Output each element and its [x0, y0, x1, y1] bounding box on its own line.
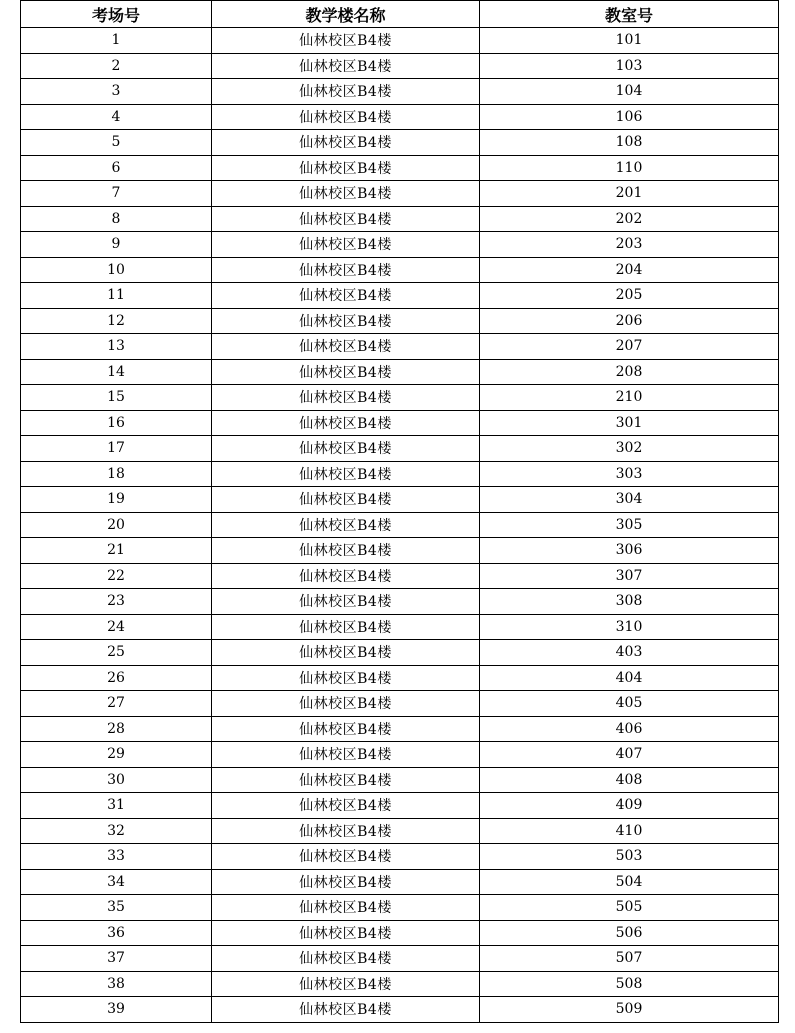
classroom-number-cell: 101 [480, 28, 779, 54]
table-row [21, 130, 779, 156]
table-row [21, 53, 779, 79]
table-row [21, 487, 779, 513]
exam-room-number-cell: 38 [21, 971, 212, 997]
exam-room-number-cell: 11 [21, 283, 212, 309]
classroom-number-cell: 506 [480, 920, 779, 946]
table-row [21, 818, 779, 844]
exam-room-number-cell: 6 [21, 155, 212, 181]
building-name-cell: 仙林校区B4楼 [212, 844, 480, 870]
table-row [21, 742, 779, 768]
table-row [21, 844, 779, 870]
exam-room-number-cell: 29 [21, 742, 212, 768]
classroom-number-cell: 505 [480, 895, 779, 921]
classroom-number-cell: 303 [480, 461, 779, 487]
building-name-cell: 仙林校区B4楼 [212, 232, 480, 258]
table-row [21, 946, 779, 972]
classroom-number-cell: 301 [480, 410, 779, 436]
exam-room-number-cell: 13 [21, 334, 212, 360]
table-row [21, 436, 779, 462]
table-row [21, 155, 779, 181]
exam-room-number-cell: 21 [21, 538, 212, 564]
classroom-number-cell: 205 [480, 283, 779, 309]
classroom-number-cell: 410 [480, 818, 779, 844]
exam-room-number-cell: 1 [21, 28, 212, 54]
building-name-cell: 仙林校区B4楼 [212, 308, 480, 334]
table-row [21, 359, 779, 385]
table-row [21, 308, 779, 334]
building-name-cell: 仙林校区B4楼 [212, 79, 480, 105]
classroom-number-cell: 308 [480, 589, 779, 615]
classroom-number-cell: 104 [480, 79, 779, 105]
building-name-cell: 仙林校区B4楼 [212, 793, 480, 819]
exam-room-table [20, 0, 779, 1023]
table-row [21, 895, 779, 921]
exam-room-number-cell: 36 [21, 920, 212, 946]
building-name-cell: 仙林校区B4楼 [212, 538, 480, 564]
table-row [21, 461, 779, 487]
header-exam-room-number: 考场号 [21, 1, 212, 28]
table-header [21, 1, 779, 28]
building-name-cell: 仙林校区B4楼 [212, 181, 480, 207]
building-name-cell: 仙林校区B4楼 [212, 461, 480, 487]
building-name-cell: 仙林校区B4楼 [212, 869, 480, 895]
exam-room-number-cell: 15 [21, 385, 212, 411]
exam-room-number-cell: 33 [21, 844, 212, 870]
exam-room-number-cell: 24 [21, 614, 212, 640]
building-name-cell: 仙林校区B4楼 [212, 104, 480, 130]
table-row [21, 716, 779, 742]
exam-room-number-cell: 5 [21, 130, 212, 156]
building-name-cell: 仙林校区B4楼 [212, 487, 480, 513]
building-name-cell: 仙林校区B4楼 [212, 410, 480, 436]
header-row [21, 1, 779, 28]
classroom-number-cell: 202 [480, 206, 779, 232]
classroom-number-cell: 307 [480, 563, 779, 589]
table-row [21, 334, 779, 360]
classroom-number-cell: 106 [480, 104, 779, 130]
building-name-cell: 仙林校区B4楼 [212, 767, 480, 793]
exam-room-number-cell: 34 [21, 869, 212, 895]
building-name-cell: 仙林校区B4楼 [212, 283, 480, 309]
building-name-cell: 仙林校区B4楼 [212, 818, 480, 844]
exam-room-number-cell: 2 [21, 53, 212, 79]
table-row [21, 79, 779, 105]
building-name-cell: 仙林校区B4楼 [212, 640, 480, 666]
building-name-cell: 仙林校区B4楼 [212, 946, 480, 972]
exam-room-number-cell: 9 [21, 232, 212, 258]
table-row [21, 971, 779, 997]
classroom-number-cell: 304 [480, 487, 779, 513]
table-row [21, 257, 779, 283]
classroom-number-cell: 503 [480, 844, 779, 870]
building-name-cell: 仙林校区B4楼 [212, 589, 480, 615]
table-row [21, 920, 779, 946]
classroom-number-cell: 110 [480, 155, 779, 181]
exam-room-number-cell: 20 [21, 512, 212, 538]
building-name-cell: 仙林校区B4楼 [212, 385, 480, 411]
building-name-cell: 仙林校区B4楼 [212, 691, 480, 717]
exam-room-number-cell: 17 [21, 436, 212, 462]
building-name-cell: 仙林校区B4楼 [212, 742, 480, 768]
exam-room-number-cell: 30 [21, 767, 212, 793]
classroom-number-cell: 404 [480, 665, 779, 691]
classroom-number-cell: 403 [480, 640, 779, 666]
building-name-cell: 仙林校区B4楼 [212, 920, 480, 946]
table-row [21, 104, 779, 130]
building-name-cell: 仙林校区B4楼 [212, 334, 480, 360]
classroom-number-cell: 108 [480, 130, 779, 156]
classroom-number-cell: 206 [480, 308, 779, 334]
building-name-cell: 仙林校区B4楼 [212, 155, 480, 181]
table-row [21, 181, 779, 207]
exam-room-number-cell: 14 [21, 359, 212, 385]
table-row [21, 410, 779, 436]
exam-room-number-cell: 12 [21, 308, 212, 334]
building-name-cell: 仙林校区B4楼 [212, 971, 480, 997]
building-name-cell: 仙林校区B4楼 [212, 257, 480, 283]
table-row [21, 589, 779, 615]
classroom-number-cell: 208 [480, 359, 779, 385]
building-name-cell: 仙林校区B4楼 [212, 130, 480, 156]
exam-room-number-cell: 31 [21, 793, 212, 819]
classroom-number-cell: 504 [480, 869, 779, 895]
building-name-cell: 仙林校区B4楼 [212, 53, 480, 79]
table-row [21, 28, 779, 54]
exam-room-number-cell: 19 [21, 487, 212, 513]
building-name-cell: 仙林校区B4楼 [212, 895, 480, 921]
classroom-number-cell: 204 [480, 257, 779, 283]
classroom-number-cell: 207 [480, 334, 779, 360]
table-row [21, 767, 779, 793]
building-name-cell: 仙林校区B4楼 [212, 512, 480, 538]
exam-room-number-cell: 10 [21, 257, 212, 283]
table-row [21, 793, 779, 819]
building-name-cell: 仙林校区B4楼 [212, 359, 480, 385]
table-row [21, 997, 779, 1023]
classroom-number-cell: 203 [480, 232, 779, 258]
building-name-cell: 仙林校区B4楼 [212, 28, 480, 54]
table-row [21, 512, 779, 538]
table-row [21, 614, 779, 640]
document-page [20, 0, 778, 1023]
building-name-cell: 仙林校区B4楼 [212, 206, 480, 232]
table-row [21, 869, 779, 895]
classroom-number-cell: 408 [480, 767, 779, 793]
exam-room-number-cell: 27 [21, 691, 212, 717]
table-row [21, 385, 779, 411]
classroom-number-cell: 507 [480, 946, 779, 972]
exam-room-number-cell: 3 [21, 79, 212, 105]
classroom-number-cell: 302 [480, 436, 779, 462]
classroom-number-cell: 405 [480, 691, 779, 717]
classroom-number-cell: 407 [480, 742, 779, 768]
exam-room-number-cell: 8 [21, 206, 212, 232]
table-row [21, 283, 779, 309]
classroom-number-cell: 310 [480, 614, 779, 640]
table-row [21, 563, 779, 589]
building-name-cell: 仙林校区B4楼 [212, 436, 480, 462]
exam-room-number-cell: 16 [21, 410, 212, 436]
building-name-cell: 仙林校区B4楼 [212, 716, 480, 742]
header-building-name: 教学楼名称 [212, 1, 480, 28]
building-name-cell: 仙林校区B4楼 [212, 614, 480, 640]
exam-room-number-cell: 4 [21, 104, 212, 130]
classroom-number-cell: 406 [480, 716, 779, 742]
table-row [21, 665, 779, 691]
building-name-cell: 仙林校区B4楼 [212, 563, 480, 589]
exam-room-number-cell: 28 [21, 716, 212, 742]
exam-room-number-cell: 25 [21, 640, 212, 666]
table-row [21, 232, 779, 258]
classroom-number-cell: 509 [480, 997, 779, 1023]
exam-room-number-cell: 39 [21, 997, 212, 1023]
classroom-number-cell: 306 [480, 538, 779, 564]
classroom-number-cell: 508 [480, 971, 779, 997]
exam-room-number-cell: 23 [21, 589, 212, 615]
exam-room-number-cell: 22 [21, 563, 212, 589]
exam-room-number-cell: 37 [21, 946, 212, 972]
table-row [21, 691, 779, 717]
building-name-cell: 仙林校区B4楼 [212, 665, 480, 691]
header-classroom-number: 教室号 [480, 1, 779, 28]
table-row [21, 640, 779, 666]
classroom-number-cell: 103 [480, 53, 779, 79]
exam-room-number-cell: 35 [21, 895, 212, 921]
classroom-number-cell: 305 [480, 512, 779, 538]
building-name-cell: 仙林校区B4楼 [212, 997, 480, 1023]
exam-room-number-cell: 18 [21, 461, 212, 487]
classroom-number-cell: 409 [480, 793, 779, 819]
classroom-number-cell: 210 [480, 385, 779, 411]
classroom-number-cell: 201 [480, 181, 779, 207]
exam-room-number-cell: 7 [21, 181, 212, 207]
table-row [21, 538, 779, 564]
table-row [21, 206, 779, 232]
exam-room-number-cell: 26 [21, 665, 212, 691]
exam-room-number-cell: 32 [21, 818, 212, 844]
table-body [21, 28, 779, 1023]
